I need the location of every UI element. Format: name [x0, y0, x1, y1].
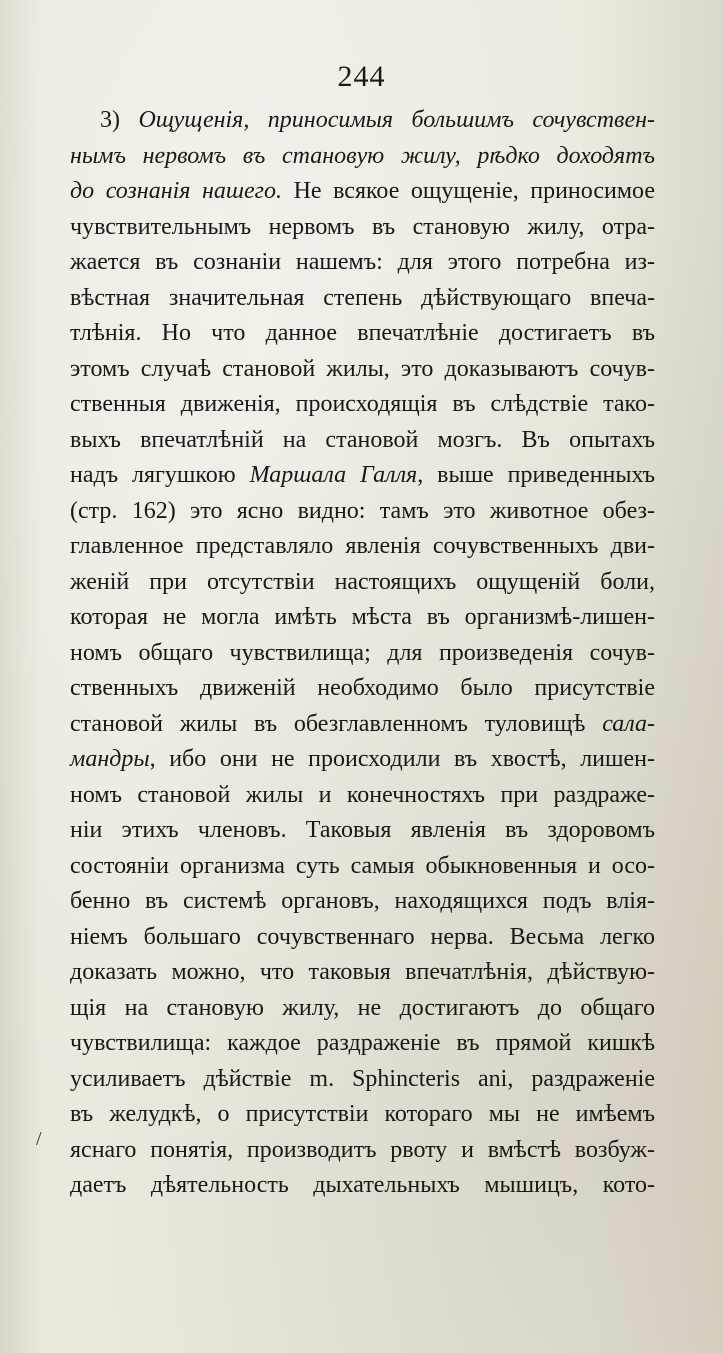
- text-segment: состояніи организма суть самыя обыкновенныя и осо-: [70, 852, 655, 879]
- text-line: [70, 139, 655, 175]
- text-line: [70, 813, 655, 849]
- text-segment: яснаго понятія, производитъ рвоту и вмѣстѣ возбуж-: [70, 1136, 655, 1163]
- text-line: [70, 245, 655, 281]
- text-segment: ственныхъ движеній необходимо было присутствіе: [70, 675, 655, 701]
- text-segment: ственныя движенія, происходящія въ слѣдствіе тако-: [70, 391, 655, 417]
- italic-text: до сознанія нашего.: [70, 178, 283, 204]
- text-line: [70, 920, 655, 956]
- text-line: [70, 1062, 655, 1098]
- text-line: [70, 529, 655, 565]
- text-segment: (стр. 162) это ясно видно: тамъ это животное обез-: [70, 497, 655, 524]
- text-segment: въ желудкѣ, о присутствіи котораго мы не имѣемъ: [70, 1101, 655, 1127]
- text-segment: усиливаетъ дѣйствіе m. Sphincteris ani, раздраженіе: [70, 1065, 655, 1092]
- italic-text: нымъ нервомъ въ становую жилу, рѣдко доходятъ: [70, 142, 655, 169]
- text-line: [70, 316, 655, 352]
- text-segment: чувствительнымъ нервомъ въ становую жилу, отра-: [70, 213, 655, 240]
- text-segment: чувствилища: каждое раздраженіе въ прямой кишкѣ: [70, 1030, 655, 1056]
- text-line: [70, 1097, 655, 1133]
- text-line: [70, 671, 655, 707]
- text-segment: Не всякое ощущеніе, приносимое: [282, 178, 655, 204]
- text-segment: 3): [100, 107, 139, 133]
- text-line: [70, 778, 655, 814]
- text-segment: даетъ дѣятельность дыхательныхъ мышицъ, кото-: [70, 1172, 655, 1198]
- text-line: [70, 1168, 655, 1204]
- margin-mark: /: [36, 1128, 42, 1150]
- text-line: [70, 458, 655, 494]
- text-line: [70, 174, 655, 210]
- text-segment: , выше приведенныхъ: [417, 462, 656, 488]
- text-line: [70, 387, 655, 423]
- text-line: [70, 494, 655, 530]
- text-segment: бенно въ системѣ органовъ, находящихся подъ влія-: [70, 888, 655, 914]
- text-line: [70, 210, 655, 246]
- text-line: [70, 281, 655, 317]
- text-line: [70, 565, 655, 601]
- text-line: [70, 600, 655, 636]
- text-line: [70, 423, 655, 459]
- body-text: [70, 103, 655, 1204]
- italic-text: Маршала Галля: [249, 462, 418, 488]
- text-segment: становой жилы въ обезглавленномъ туловищѣ: [70, 710, 603, 737]
- text-line: [70, 352, 655, 388]
- italic-text: Ощущенія, приносимыя большимъ сочувствен-: [138, 107, 655, 133]
- text-line: [70, 991, 655, 1027]
- text-segment: главленное представляло явленія сочувственныхъ дви-: [70, 533, 655, 559]
- text-segment: этомъ случаѣ становой жилы, это доказываютъ сочув-: [70, 355, 655, 382]
- text-segment: номъ становой жилы и конечностяхъ при раздраже-: [70, 781, 655, 808]
- text-segment: доказать можно, что таковыя впечатлѣнія, дѣйствую-: [70, 959, 655, 985]
- text-segment: , ибо они не происходили въ хвостѣ, лишен-: [149, 746, 655, 772]
- text-line: [70, 636, 655, 672]
- text-line: [70, 103, 655, 139]
- text-segment: ніемъ большаго сочувственнаго нерва. Весьма легко: [70, 923, 655, 950]
- text-segment: щія на становую жилу, не достигаютъ до общаго: [70, 994, 655, 1021]
- text-segment: надъ лягушкою: [70, 462, 250, 488]
- italic-text: мандры: [70, 746, 150, 772]
- text-segment: номъ общаго чувствилища; для произведенія сочув-: [70, 639, 655, 666]
- text-segment: тлѣнія. Но что данное впечатлѣніе достигаетъ въ: [70, 320, 655, 346]
- text-line: [70, 1026, 655, 1062]
- text-segment: жается въ сознаніи нашемъ: для этого потребна из-: [70, 249, 655, 275]
- text-line: [70, 707, 655, 743]
- page-number: 244: [337, 60, 386, 93]
- text-segment: вѣстная значительная степень дѣйствующаго впеча-: [70, 284, 655, 311]
- text-segment: выхъ впечатлѣній на становой мозгъ. Въ опытахъ: [70, 426, 655, 453]
- text-line: [70, 955, 655, 991]
- italic-text: сала-: [602, 710, 655, 737]
- text-line: [70, 1133, 655, 1169]
- text-line: [70, 849, 655, 885]
- text-line: [70, 742, 655, 778]
- text-segment: которая не могла имѣть мѣста въ организмѣ-лишен-: [70, 604, 655, 630]
- text-segment: ніи этихъ членовъ. Таковыя явленія въ здоровомъ: [70, 817, 655, 843]
- text-segment: женій при отсутствіи настоящихъ ощущеній боли,: [70, 568, 655, 595]
- text-line: [70, 884, 655, 920]
